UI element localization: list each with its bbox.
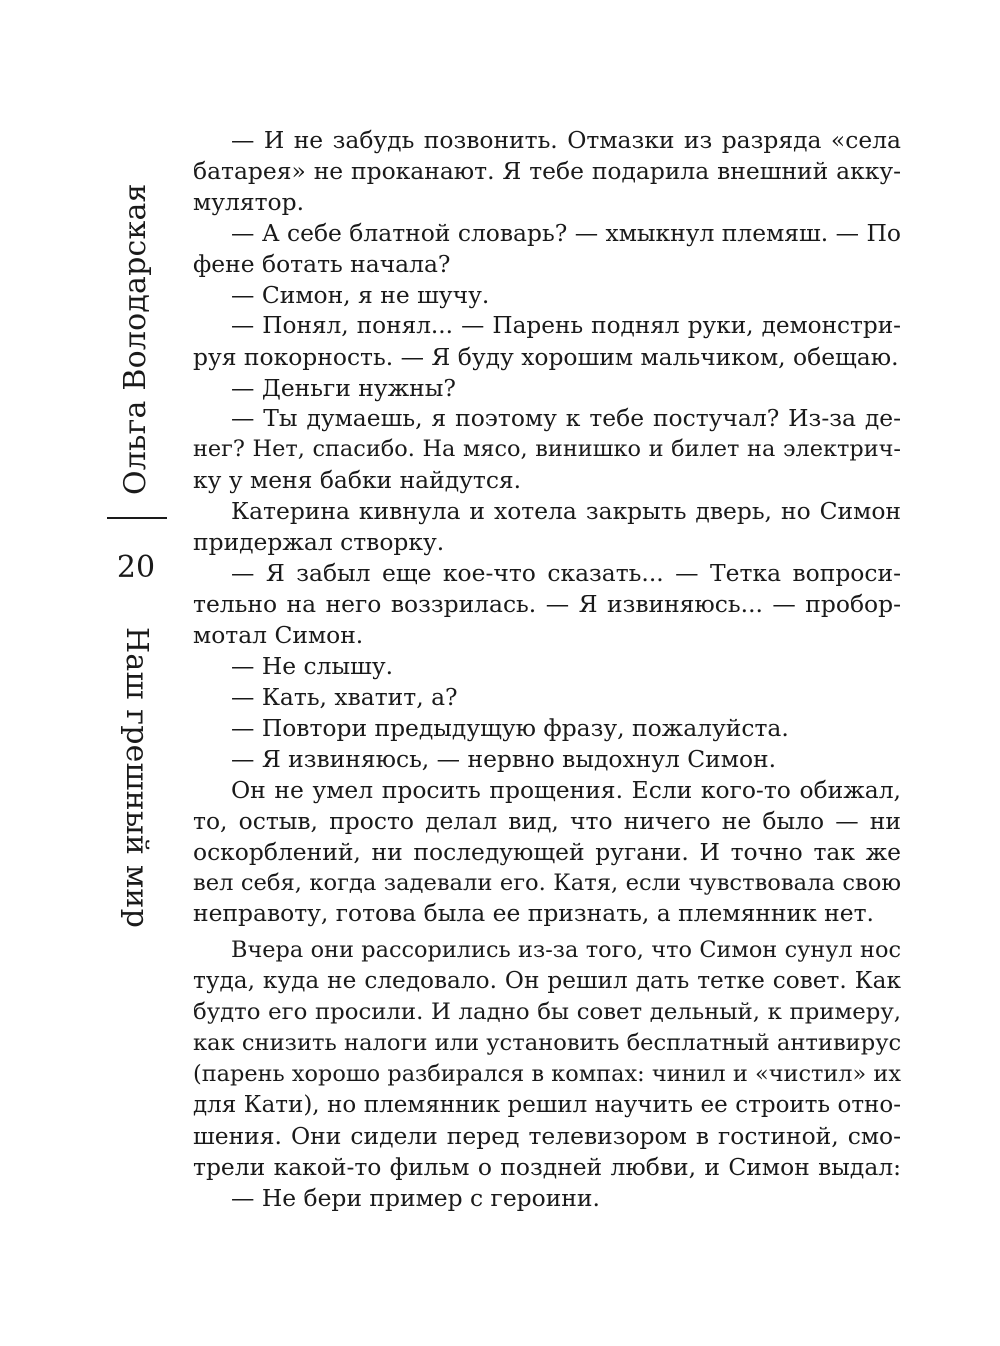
text-line: — Не слышу. (231, 651, 394, 680)
text-line: — И не забудь позвонить. Отмазки из разряда «села (231, 126, 901, 154)
text-line: тельно на него воззрилась. — Я извиняюсь... — пробор- (193, 590, 901, 619)
text-line: туда, куда не следовало. Он решил дать тетке совет. Как (193, 967, 901, 995)
text-line: неправоту, готова была ее признать, а племянник нет. (193, 899, 874, 928)
text-line: Вчера они рассорились из-за того, что Симон сунул нос (231, 937, 901, 964)
text-line: батарея» не проканают. Я тебе подарила внешний акку- (193, 156, 901, 185)
page-number: 20 (116, 550, 156, 585)
text-line: (парень хорошо разбирался в компах: чинил и «чистил» их (193, 1061, 901, 1088)
text-line: — Понял, понял... — Парень поднял руки, демонстри- (231, 311, 901, 339)
text-line: нег? Нет, спасибо. На мясо, винишко и билет на электрич- (193, 436, 901, 463)
text-line: мотал Симон. (193, 621, 364, 649)
text-line: будто его просили. И ладно бы совет дельный, к примеру, (193, 999, 901, 1026)
text-line: — Ты думаешь, я поэтому к тебе постучал? Из-за де- (231, 404, 901, 433)
text-line: оскорблений, ни последующей ругани. И точно так же (193, 837, 901, 866)
text-line: — Я извиняюсь, — нервно выдохнул Симон. (231, 744, 777, 773)
text-line: — Повтори предыдущую фразу, пожалуйста. (231, 713, 789, 742)
text-line: — А себе блатной словарь? — хмыкнул племяш. — По (231, 218, 901, 247)
text-line: Он не умел просить прощения. Если кого-то обижал, (231, 775, 901, 804)
text-line: шения. Они сидели перед телевизором в гостиной, смо- (193, 1122, 901, 1150)
text-line: то, остыв, просто делал вид, что ничего не было — ни (193, 806, 901, 835)
text-line: — Я забыл еще кое-что сказать... — Тетка вопроси- (231, 559, 901, 588)
text-line: — Не бери пример с героини. (231, 1183, 600, 1212)
body-text (193, 125, 901, 1214)
text-line: — Деньги нужны? (231, 373, 456, 402)
text-line: как снизить налоги или установить бесплатный антивирус (193, 1030, 902, 1057)
book-title: Наш грешный мир (119, 627, 154, 928)
text-line: придержал створку. (193, 528, 445, 557)
text-line: для Кати), но племянник решил научить ее строить отно- (193, 1092, 901, 1119)
text-line: ку у меня бабки найдутся. (193, 466, 522, 495)
text-line: фене ботать начала? (193, 249, 451, 278)
text-line: руя покорность. — Я буду хорошим мальчиком, обещаю. (193, 342, 899, 371)
text-line: мулятор. (193, 187, 305, 216)
text-line: — Кать, хватит, а? (231, 682, 458, 711)
text-line: трели какой-то фильм о поздней любви, и Симон выдал: (193, 1152, 901, 1181)
header-divider (107, 517, 167, 519)
text-line: вел себя, когда задевали его. Катя, если чувствовала свою (193, 869, 901, 896)
author-name: Ольга Володарская (118, 183, 153, 495)
text-line: — Симон, я не шучу. (231, 280, 490, 309)
text-line: Катерина кивнула и хотела закрыть дверь, но Симон (231, 497, 901, 526)
